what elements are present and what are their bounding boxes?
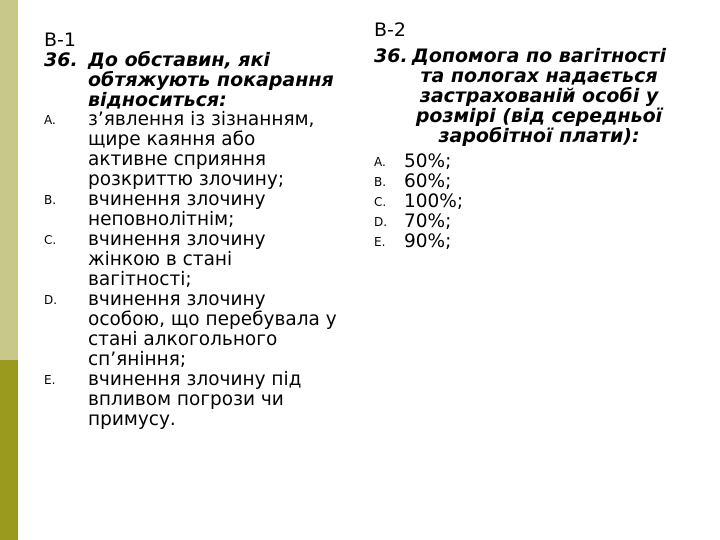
answer-text: 90%;	[404, 231, 452, 252]
answer-letter: E.	[374, 235, 386, 249]
answer-letter: A.	[44, 113, 56, 127]
variant-2-column	[374, 20, 674, 252]
answer-text: вчинення злочину під впливом погрози чи примусу.	[88, 369, 302, 430]
answer-item	[374, 152, 674, 172]
answer-letter: C.	[44, 233, 57, 247]
answer-item	[374, 232, 674, 252]
answer-text: вчинення злочину жінкою в стані вагітності;	[88, 229, 266, 290]
variant-1-answers	[44, 110, 364, 430]
answer-letter: A.	[374, 155, 386, 169]
answer-text: 50%;	[404, 151, 452, 172]
variant-2-question	[374, 46, 674, 146]
variant-1-column	[44, 22, 364, 430]
answer-item	[374, 212, 674, 232]
answer-letter: D.	[374, 215, 388, 229]
variant-2-title: В-2	[374, 19, 406, 41]
answer-item	[374, 192, 674, 212]
variant-2-question-text: Допомога по вагітності та пологах надається застрахованій особі у розмірі (від середньої заробітної плати):	[411, 45, 667, 147]
answer-item	[374, 172, 674, 192]
variant-2-answers	[374, 152, 674, 252]
answer-text: 60%;	[404, 171, 452, 192]
variant-1-question-text: До обставин, які обтяжують покарання відноситься:	[88, 49, 334, 111]
answer-text: вчинення злочину особою, що перебувала у стані алкогольного сп’яніння;	[88, 289, 337, 370]
answer-text: вчинення злочину неповнолітнім;	[88, 189, 266, 230]
answer-letter: C.	[374, 195, 387, 209]
answer-text: 100%;	[404, 191, 464, 212]
answer-item	[44, 230, 284, 290]
answer-text: 70%;	[404, 211, 452, 232]
variant-1-question	[44, 50, 364, 110]
variant-1-question-number: 36.	[44, 49, 78, 71]
variant-2-question-number: 36.	[374, 45, 408, 67]
answer-letter: E.	[44, 373, 56, 387]
answer-letter: D.	[44, 293, 58, 307]
answer-letter: B.	[44, 193, 57, 207]
answer-item	[44, 370, 334, 430]
answer-item	[44, 190, 294, 230]
answer-letter: B.	[374, 175, 387, 189]
answer-item	[44, 290, 344, 370]
sidebar-bar-light	[0, 0, 18, 360]
variant-1-title: В-1	[44, 29, 76, 51]
answer-text: з’явлення із зізнанням, щире каяння або активне сприяння розкриттю злочину;	[88, 109, 315, 190]
answer-item	[44, 110, 334, 190]
